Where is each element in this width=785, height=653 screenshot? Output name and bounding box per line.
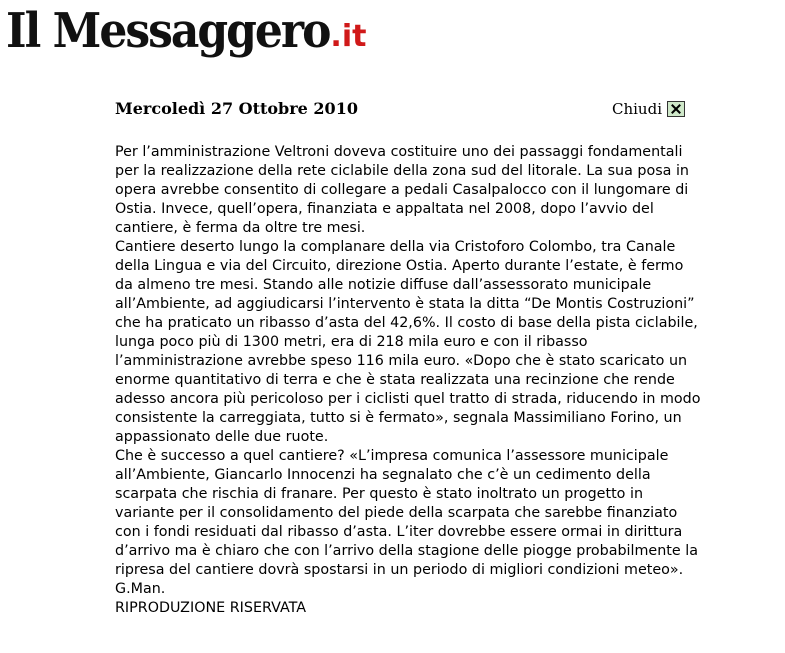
close-icon[interactable] [667,101,685,117]
article-date: Mercoledì 27 Ottobre 2010 [115,99,358,118]
article-paragraph-2: Cantiere deserto lungo la complanare della via Cristoforo Colombo, tra Canale della Lingua e via del Circuito, direzione Ostia. Aperto durante l’estate, è fermo da almeno tre mesi. Stando alle notizie diffuse dall’assessorato municipale all’Ambiente, ad aggiudicarsi l’intervento è stata la ditta “De Montis Costruzioni” che ha praticato un ribasso d’asta del 42,6%. Il costo di base della pista ciclabile, lunga poco più di 1300 metri, era di 218 mila euro e con il ribasso l’amministrazione avrebbe speso 116 mila euro. «Dopo che è stato scaricato un enorme quantitativo di terra e che è stata realizzata una recinzione che rende adesso ancora più pericoloso per i ciclisti quel tratto di strada, riducendo in modo consistente la carreggiata, tutto si è fermato», segnala Massimiliano Forino, un appassionato delle due ruote. [115,239,701,445]
logo-wordmark: Il Messaggero [6,3,330,60]
article-author: G.Man. [115,581,166,597]
site-logo[interactable] [6,3,367,60]
article-paragraph-1: Per l’amministrazione Veltroni doveva costituire uno dei passaggi fondamentali per la realizzazione della rete ciclabile della zona sud del litorale. La sua posa in opera avrebbe consentito di collegare a pedali Casalpalocco con il lungomare di Ostia. Invece, quell’opera, finanziata e appaltata nel 2008, dopo l’avvio del cantiere, è ferma da oltre tre mesi. [115,144,689,236]
article-rights-notice: RIPRODUZIONE RISERVATA [115,600,307,616]
close-button[interactable] [612,100,685,118]
close-label[interactable]: Chiudi [612,100,662,118]
article-paragraph-3: Che è successo a quel cantiere? «L’impresa comunica l’assessore municipale all’Ambiente, Giancarlo Innocenzi ha segnalato che c’è un cedimento della scarpata che rischia di franare. Per questo è stato inoltrato un progetto in variante per il consolidamento del piede della scarpata che sarebbe finanziato con i fondi residuati dal ribasso d’asta. L’iter dovrebbe essere ormai in dirittura d’arrivo ma è chiaro che con l’arrivo della stagione delle piogge probabilmente la ripresa del cantiere dovrà spostarsi in un periodo di migliori condizioni meteo». [115,448,698,578]
logo-domain-suffix: .it [330,19,367,54]
article-body [115,143,705,618]
